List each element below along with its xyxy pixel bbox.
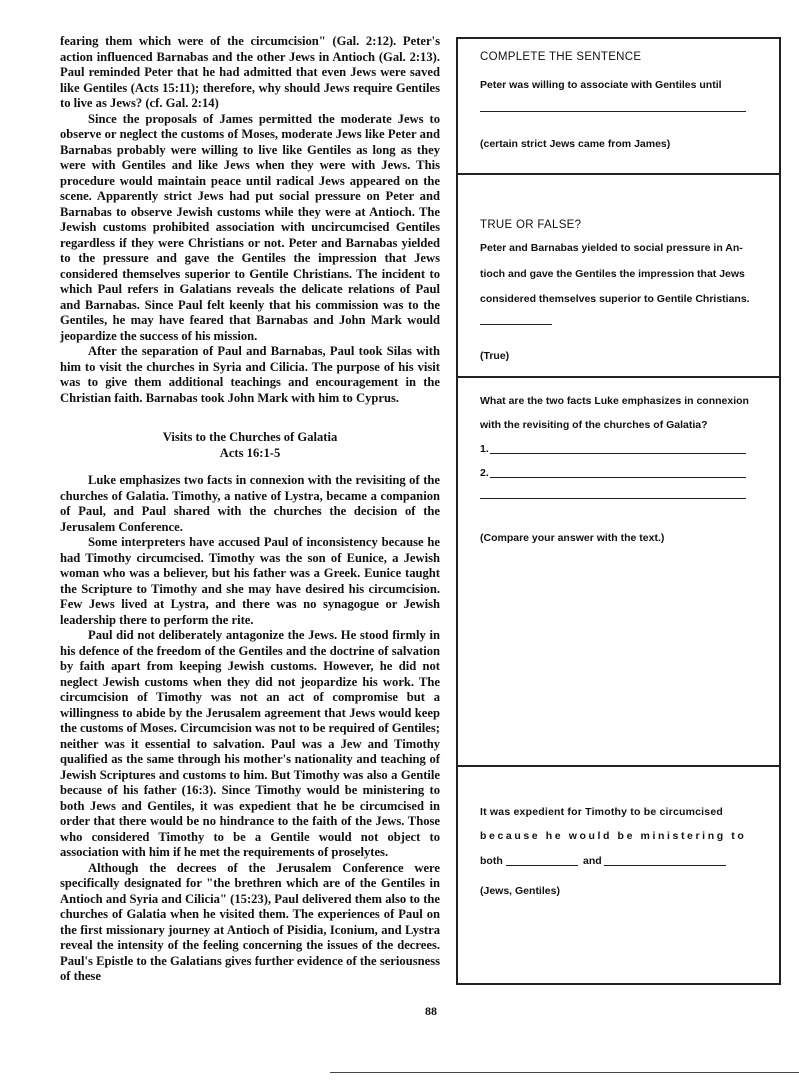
question-prompt: Peter was willing to associate with Gentiles until (480, 79, 722, 91)
question-line: It was expedient for Timothy to be circumcised (480, 806, 723, 818)
panel-divider (458, 765, 779, 767)
list-number: 2. (480, 467, 489, 479)
answer-line[interactable] (506, 865, 578, 866)
answer-line[interactable] (490, 453, 746, 454)
workbook-column (456, 37, 781, 985)
question-line: considered themselves superior to Gentile Christians. (480, 293, 750, 305)
paragraph: Although the decrees of the Jerusalem Conference were specifically designated for "the brethren which are of the Gentiles in Antioch and Syria and Cilicia" (15:23), Paul delivered them also to the churches of Galatia when he visited them. The experiences of Paul on the first missionary journey at Antioch of Pisidia, Iconium, and Lystra reveal the intensity of the feeling concerning the issues of the decrees. Paul's Epistle to the Galatians gives further evidence of the seriousness of these (60, 860, 440, 983)
section-reference: Acts 16:1-5 (219, 445, 281, 460)
answer-key: (True) (480, 350, 510, 362)
panel-divider (458, 376, 779, 378)
page-number: 88 (425, 1004, 437, 1018)
answer-key: (Compare your answer with the text.) (480, 532, 665, 544)
answer-line[interactable] (604, 865, 726, 866)
paragraph: Paul did not deliberately antagonize the Jews. He stood firmly in his defence of the freedom of the Gentiles and the doctrine of salvation by faith apart from keeping Jewish customs. However, he did not neglect Jewish customs when they did not jeopardize his work. The circumcision of Timothy was not an act of compromise but a willingness to abide by the Jerusalem agreement that Jews would keep the customs of Moses. Circumcision was not to be required of Gentiles; neither was it essential to salvation. Paul was a Jew and Timothy qualified as the same through his mother's nationality and teaching of Jewish Scriptures and customs to him. But Timothy was also a Gentile because of his father (16:3). Since Timothy would be ministering to both Jews and Gentiles, it was expedient that he be circumcised in order that there would be no hindrance to the faith of the Jews. Those who considered Timothy to be a Gentile would not object to association with him if he met the requirements of proselytes. (60, 628, 440, 859)
list-number: 1. (480, 443, 489, 455)
question-line: What are the two facts Luke emphasizes in connexion (480, 395, 749, 407)
paragraph: fearing them which were of the circumcision" (Gal. 2:12). Peter's action influenced Barnabas and the other Jews in Antioch (Gal. 2:13). Paul reminded Peter that he had admitted that even Jews were saved like Gentiles (Acts 15:11); therefore, why should Jews require Gentiles to live as Jews? (cf. Gal. 2:14) (60, 34, 440, 110)
word-and: and (583, 855, 602, 867)
section-heading-block (60, 430, 440, 461)
question-line: with the revisiting of the churches of Galatia? (480, 419, 708, 431)
word-both: both (480, 855, 503, 867)
answer-line[interactable] (480, 111, 746, 112)
main-text-column (60, 34, 440, 985)
paragraph: Luke emphasizes two facts in connexion with the revisiting of the churches of Galatia. Timothy, a native of Lystra, became a companion of Paul, and Paul shared with the churches the decision of the Jerusalem Conference. (60, 473, 440, 534)
paragraph: Some interpreters have accused Paul of inconsistency because he had Timothy circumcised. Timothy was the son of Eunice, a Jewish woman who was a believer, but his father was a Greek. Eunice taught the Scripture to Timothy and she may have desired his circumcision. Few Jews lived at Lystra, and there was no synagogue or Jewish leadership there to perform the rite. (60, 535, 440, 627)
answer-key: (Jews, Gentiles) (480, 885, 560, 897)
section-heading: Visits to the Churches of Galatia (162, 430, 338, 444)
question-line: Peter and Barnabas yielded to social pressure in An- (480, 242, 743, 254)
paragraph: After the separation of Paul and Barnabas, Paul took Silas with him to visit the churches in Syria and Cilicia. The purpose of his visit was to give them additional teachings and encouragement in the Christian faith. Barnabas took John Mark with him to Cyprus. (60, 344, 440, 405)
question-line: because he would be ministering to (480, 830, 747, 842)
answer-line[interactable] (480, 498, 746, 499)
answer-line[interactable] (480, 324, 552, 325)
paragraph: Since the proposals of James permitted the moderate Jews to observe or neglect the customs of Moses, moderate Jews like Peter and Barnabas probably were willing to live like Gentiles as long as they were with Gentiles and like Jews when they were with Jews. This procedure would maintain peace until radical Jews appeared on the scene. Apparently strict Jews had put social pressure on Peter and Barnabas to observe Jewish customs while they were at Antioch. The Jewish customs prohibited association with uncircumcised Gentiles regardless if they were Christians or not. Peter and Barnabas yielded to the pressure and gave the Gentiles the impression that Jews considered themselves superior to Gentile Christians. The incident to which Paul refers in Galatians reveals the delicate relations of Paul and Barnabas. Since Paul felt keenly that his commission was to the Gentiles, he may have feared that Barnabas and John Mark would jeopardize the success of his mission. (60, 111, 440, 343)
question-heading: COMPLETE THE SENTENCE (480, 51, 642, 63)
bottom-rule (330, 1072, 799, 1073)
answer-line[interactable] (490, 477, 746, 478)
question-heading: TRUE OR FALSE? (480, 219, 582, 231)
question-line: tioch and gave the Gentiles the impression that Jews (480, 268, 745, 280)
panel-divider (458, 173, 779, 175)
answer-key: (certain strict Jews came from James) (480, 138, 671, 150)
